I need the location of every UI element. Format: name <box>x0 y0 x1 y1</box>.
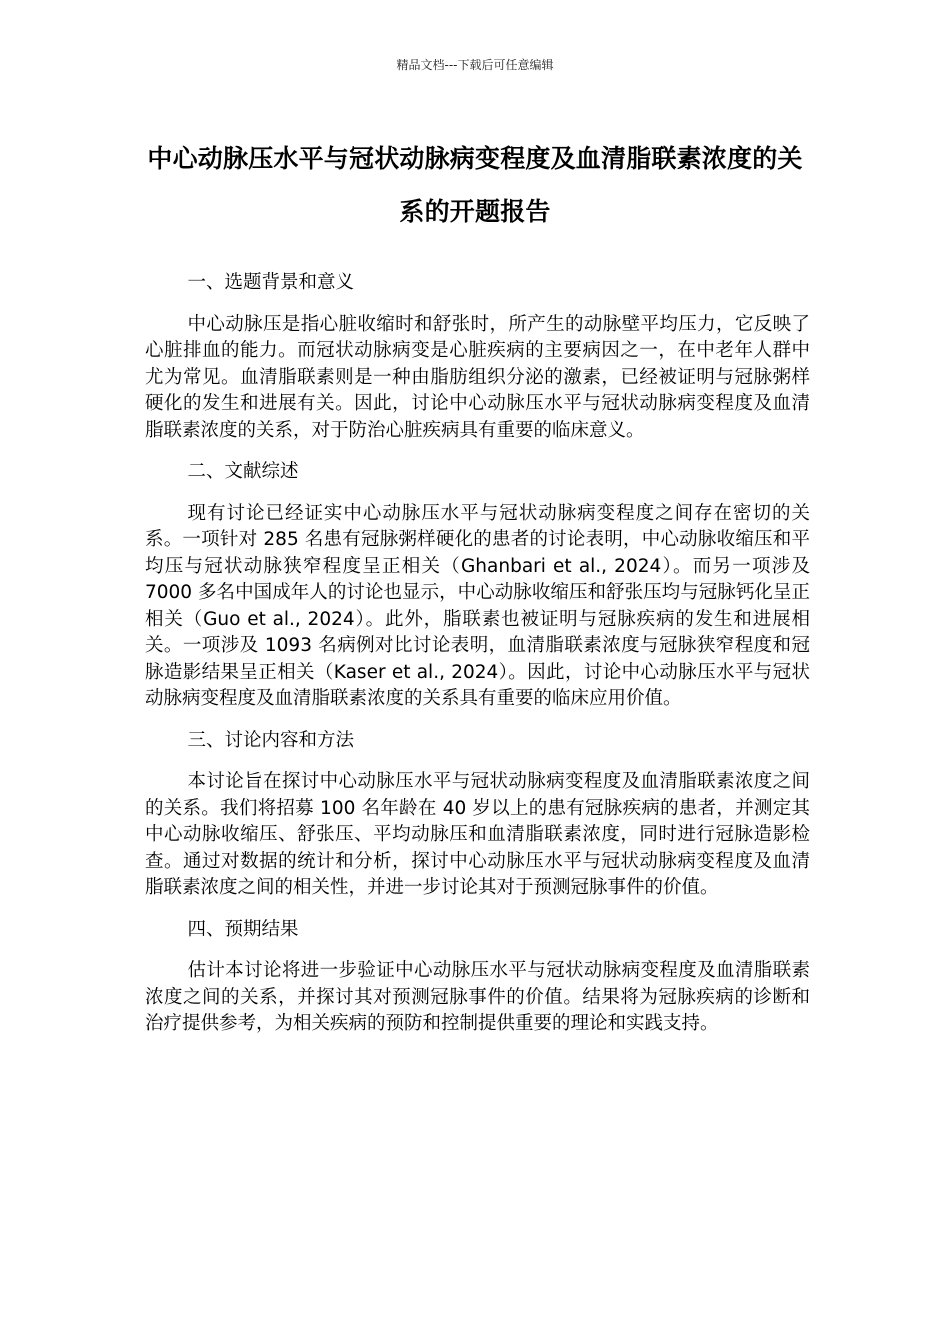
section-expected-results <box>145 917 810 1038</box>
section-paragraph-background: 中心动脉压是指心脏收缩时和舒张时，所产生的动脉壁平均压力，它反映了心脏排血的能力。而冠状动脉病变是心脏疾病的主要病因之一，在中老年人群中尤为常见。血清脂联素则是一种由脂肪组织分泌的激素，已经被证明与冠脉粥样硬化的发生和进展有关。因此，讨论中心动脉压水平与冠状动脉病变程度及血清脂联素浓度的关系，对于防治心脏疾病具有重要的临床意义。 <box>145 313 810 441</box>
section-content-methods <box>145 728 810 902</box>
section-heading-content-methods: 三、讨论内容和方法 <box>187 729 355 751</box>
section-paragraph-literature-review: 现有讨论已经证实中心动脉压水平与冠状动脉病变程度之间存在密切的关系。一项针对 285 名患有冠脉粥样硬化的患者的讨论表明，中心动脉收缩压和平均压与冠状动脉狭窄程度呈正相关（Ghanbari et al., 2024）。而另一项涉及 7000 多名中国成年人的讨论也显示，中心动脉收缩压和舒张压均与冠脉钙化呈正相关（Guo et al., 2024）。此外，脂联素也被证明与冠脉疾病的发生和进展相关。一项涉及 1093 名病例对比讨论表明，血清脂联素浓度与冠脉狭窄程度和冠脉造影结果呈正相关（Kaser et al., 2024）。因此，讨论中心动脉压水平与冠状动脉病变程度及血清脂联素浓度的关系具有重要的临床应用价值。 <box>145 502 810 709</box>
section-heading-background: 一、选题背景和意义 <box>187 272 355 293</box>
section-background <box>145 270 810 444</box>
section-paragraph-expected-results: 估计本讨论将进一步验证中心动脉压水平与冠状动脉病变程度及血清脂联素浓度之间的关系，并探讨其对预测冠脉事件的价值。结果将为冠脉疾病的诊断和治疗提供参考，为相关疾病的预防和控制提供重要的理论和实践支持。 <box>145 960 810 1034</box>
document-title: 中心动脉压水平与冠状动脉病变程度及血清脂联素浓度的关系的开题报告 <box>147 144 803 226</box>
section-paragraph-content-methods: 本讨论旨在探讨中心动脉压水平与冠状动脉病变程度及血清脂联素浓度之间的关系。我们将招募 100 名年龄在 40 岁以上的患有冠脉疾病的患者，并测定其中心动脉收缩压、舒张压、平均动脉压和血清脂联素浓度，同时进行冠脉造影检查。通过对数据的统计和分析，探讨中心动脉压水平与冠状动脉病变程度及血清脂联素浓度之间的相关性，并进一步讨论其对于预测冠脉事件的价值。 <box>145 771 810 898</box>
section-heading-expected-results: 四、预期结果 <box>187 918 299 940</box>
section-heading-literature-review: 二、文献综述 <box>187 461 299 482</box>
document-body <box>145 270 810 1053</box>
page-header-watermark: 精品文档---下载后可任意编辑 <box>396 58 554 72</box>
section-literature-review <box>145 459 810 713</box>
